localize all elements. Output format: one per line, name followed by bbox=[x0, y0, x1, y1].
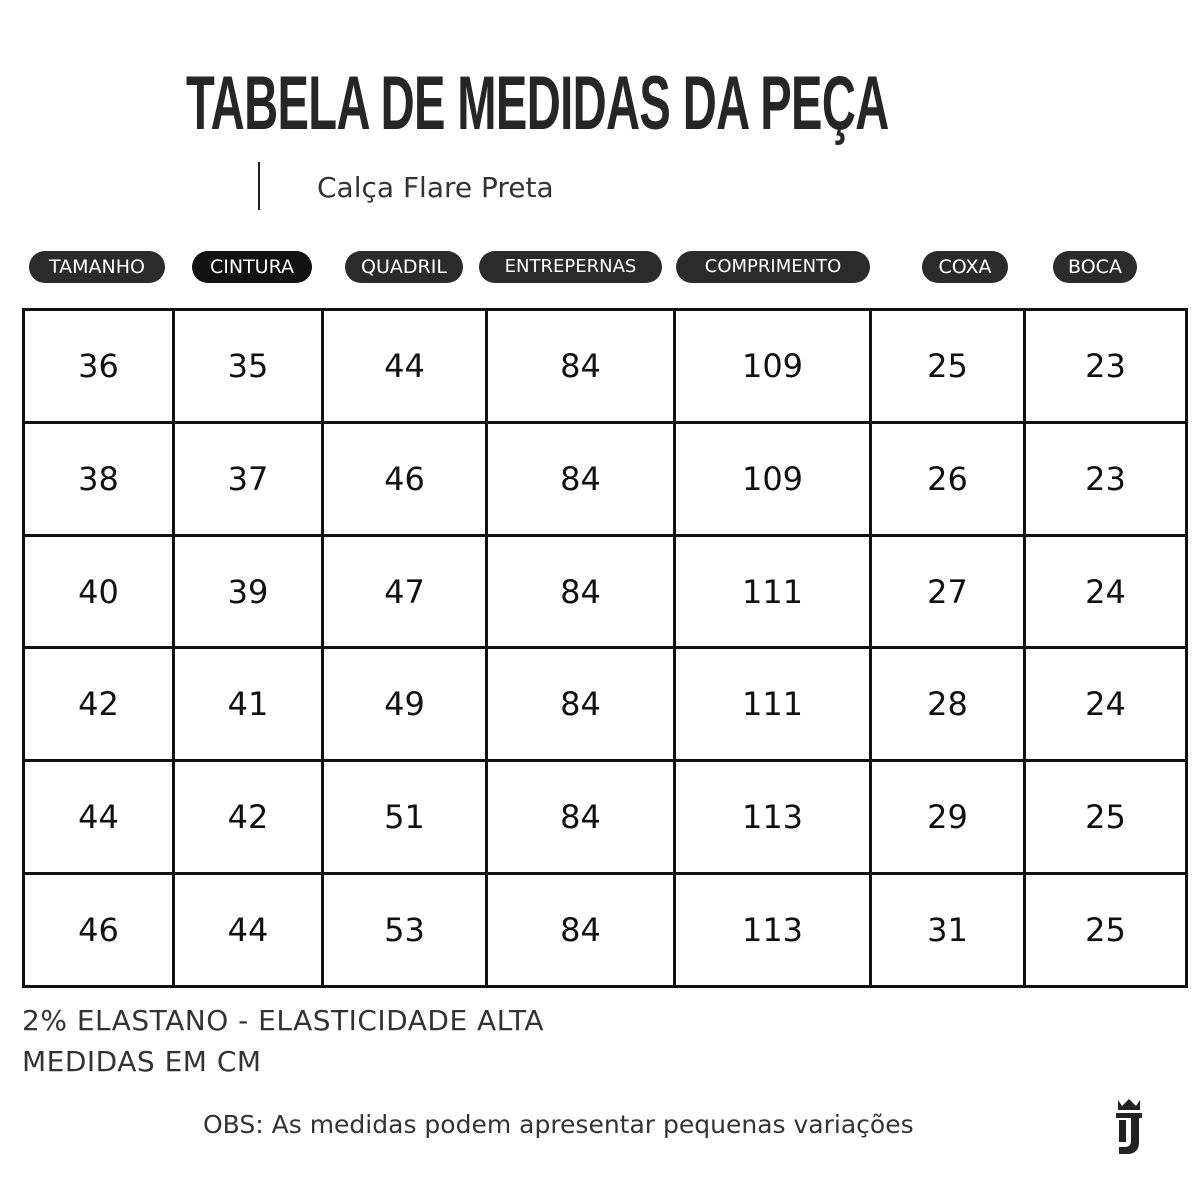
table-cell: 37 bbox=[174, 422, 323, 535]
table-cell: 23 bbox=[1025, 422, 1187, 535]
table-cell: 44 bbox=[323, 310, 487, 423]
table-cell: 28 bbox=[871, 648, 1025, 761]
subtitle-divider bbox=[258, 162, 260, 210]
table-cell: 42 bbox=[24, 648, 174, 761]
table-cell: 49 bbox=[323, 648, 487, 761]
units-note: MEDIDAS EM CM bbox=[22, 1045, 262, 1078]
table-row bbox=[24, 310, 1187, 423]
table-cell: 46 bbox=[24, 874, 174, 987]
product-name: Calça Flare Preta bbox=[317, 171, 554, 204]
table-cell: 40 bbox=[24, 535, 174, 648]
table-cell: 84 bbox=[487, 422, 675, 535]
table-cell: 109 bbox=[675, 422, 871, 535]
table-cell: 46 bbox=[323, 422, 487, 535]
fabric-note: 2% ELASTANO - ELASTICIDADE ALTA bbox=[22, 1004, 545, 1037]
table-cell: 84 bbox=[487, 761, 675, 874]
table-row bbox=[24, 535, 1187, 648]
table-cell: 113 bbox=[675, 761, 871, 874]
variation-disclaimer: OBS: As medidas podem apresentar pequenas variações bbox=[203, 1110, 914, 1139]
header-pill-tamanho: TAMANHO bbox=[29, 251, 165, 283]
table-cell: 25 bbox=[1025, 761, 1187, 874]
table-cell: 84 bbox=[487, 648, 675, 761]
table-cell: 25 bbox=[1025, 874, 1187, 987]
table-cell: 111 bbox=[675, 535, 871, 648]
header-pill-quadril: QUADRIL bbox=[345, 251, 463, 283]
table-cell: 111 bbox=[675, 648, 871, 761]
header-pill-cintura: CINTURA bbox=[192, 251, 312, 283]
crowned-j-logo-icon bbox=[1113, 1098, 1145, 1156]
table-row bbox=[24, 422, 1187, 535]
table-cell: 24 bbox=[1025, 535, 1187, 648]
table-cell: 109 bbox=[675, 310, 871, 423]
table-cell: 51 bbox=[323, 761, 487, 874]
table-row bbox=[24, 874, 1187, 987]
page-title: TABELA DE MEDIDAS DA PEÇA bbox=[186, 61, 889, 146]
table-cell: 35 bbox=[174, 310, 323, 423]
table-cell: 44 bbox=[174, 874, 323, 987]
header-pill-comprimento: COMPRIMENTO bbox=[676, 251, 870, 283]
table-cell: 26 bbox=[871, 422, 1025, 535]
table-cell: 36 bbox=[24, 310, 174, 423]
measurements-table bbox=[22, 308, 1188, 988]
table-cell: 84 bbox=[487, 310, 675, 423]
table-cell: 84 bbox=[487, 874, 675, 987]
table-cell: 25 bbox=[871, 310, 1025, 423]
table-cell: 38 bbox=[24, 422, 174, 535]
table-cell: 44 bbox=[24, 761, 174, 874]
header-pill-entrepernas: ENTREPERNAS bbox=[479, 251, 662, 283]
table-cell: 53 bbox=[323, 874, 487, 987]
table-cell: 27 bbox=[871, 535, 1025, 648]
header-pill-boca: BOCA bbox=[1053, 251, 1137, 283]
table-cell: 113 bbox=[675, 874, 871, 987]
table-cell: 47 bbox=[323, 535, 487, 648]
table-cell: 29 bbox=[871, 761, 1025, 874]
table-cell: 42 bbox=[174, 761, 323, 874]
table-cell: 24 bbox=[1025, 648, 1187, 761]
table-cell: 31 bbox=[871, 874, 1025, 987]
table-row bbox=[24, 648, 1187, 761]
table-cell: 39 bbox=[174, 535, 323, 648]
table-row bbox=[24, 761, 1187, 874]
table-cell: 41 bbox=[174, 648, 323, 761]
table-cell: 23 bbox=[1025, 310, 1187, 423]
header-pill-coxa: COXA bbox=[922, 251, 1008, 283]
table-cell: 84 bbox=[487, 535, 675, 648]
